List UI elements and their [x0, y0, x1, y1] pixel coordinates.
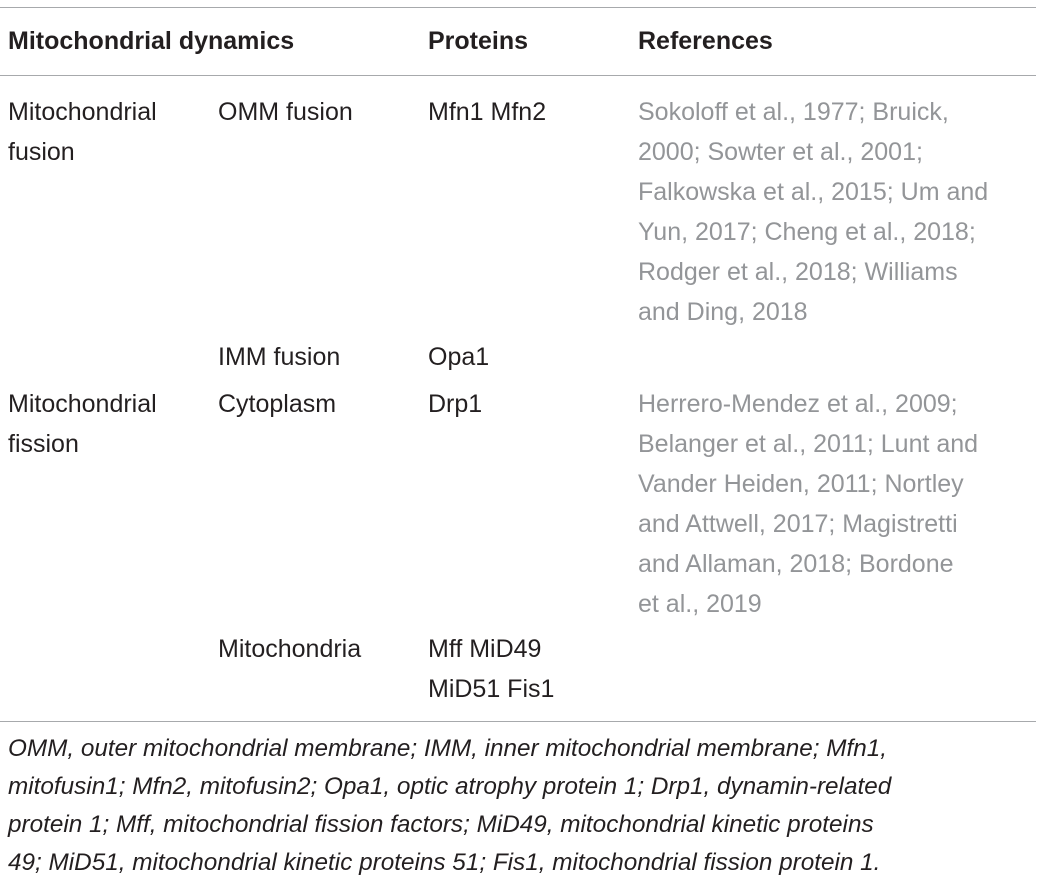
- category-line: Mitochondrial: [8, 98, 157, 126]
- reference-line: Falkowska et al., 2015; Um and: [638, 178, 989, 206]
- reference-line: and Attwell, 2017; Magistretti: [638, 510, 958, 538]
- reference-line: and Allaman, 2018; Bordone: [638, 550, 954, 578]
- category-line: Mitochondrial: [8, 390, 157, 418]
- category-line: fission: [8, 430, 79, 458]
- protein-line: Drp1: [428, 390, 483, 418]
- row-proteins-cell: [428, 384, 482, 424]
- header-mitochondrial-dynamics: Mitochondrial dynamics: [8, 27, 295, 55]
- row-proteins-cell: [428, 337, 489, 377]
- row-subtype-cell: Cytoplasm: [218, 390, 337, 418]
- reference-line: Herrero-Mendez et al., 2009;: [638, 390, 958, 418]
- row-category-cell: [8, 384, 157, 464]
- table-footnote: [8, 730, 1038, 882]
- header-references: References: [638, 27, 773, 55]
- row-subtype-cell: OMM fusion: [218, 98, 353, 126]
- header-proteins: Proteins: [428, 27, 529, 55]
- reference-line: Rodger et al., 2018; Williams: [638, 258, 958, 286]
- row-proteins-cell: [428, 629, 554, 709]
- row-references-cell: [638, 384, 978, 624]
- footnote-line: mitofusin1; Mfn2, mitofusin2; Opa1, optic atrophy protein 1; Drp1, dynamin-related: [8, 773, 892, 800]
- table-bottom-rule: [0, 721, 1036, 722]
- reference-line: Sokoloff et al., 1977; Bruick,: [638, 98, 949, 126]
- footnote-line: OMM, outer mitochondrial membrane; IMM, inner mitochondrial membrane; Mfn1,: [8, 735, 888, 762]
- reference-line: Yun, 2017; Cheng et al., 2018;: [638, 218, 976, 246]
- row-category-cell: [8, 92, 157, 172]
- reference-line: and Ding, 2018: [638, 298, 808, 326]
- reference-line: 2000; Sowter et al., 2001;: [638, 138, 923, 166]
- header-rule: [0, 75, 1036, 76]
- row-subtype-cell: Mitochondria: [218, 635, 362, 663]
- category-line: fusion: [8, 138, 75, 166]
- reference-line: et al., 2019: [638, 590, 762, 618]
- table-top-rule: [0, 7, 1036, 8]
- footnote-line: 49; MiD51, mitochondrial kinetic proteins 51; Fis1, mitochondrial fission protein 1.: [8, 849, 881, 876]
- protein-line: MiD51 Fis1: [428, 675, 555, 703]
- row-references-cell: [638, 92, 988, 332]
- reference-line: Vander Heiden, 2011; Nortley: [638, 470, 964, 498]
- protein-line: Opa1: [428, 343, 490, 371]
- protein-line: Mfn1 Mfn2: [428, 98, 547, 126]
- footnote-line: protein 1; Mff, mitochondrial fission factors; MiD49, mitochondrial kinetic proteins: [8, 811, 874, 838]
- reference-line: Belanger et al., 2011; Lunt and: [638, 430, 979, 458]
- protein-line: Mff MiD49: [428, 635, 542, 663]
- row-subtype-cell: IMM fusion: [218, 343, 341, 371]
- row-proteins-cell: [428, 92, 546, 132]
